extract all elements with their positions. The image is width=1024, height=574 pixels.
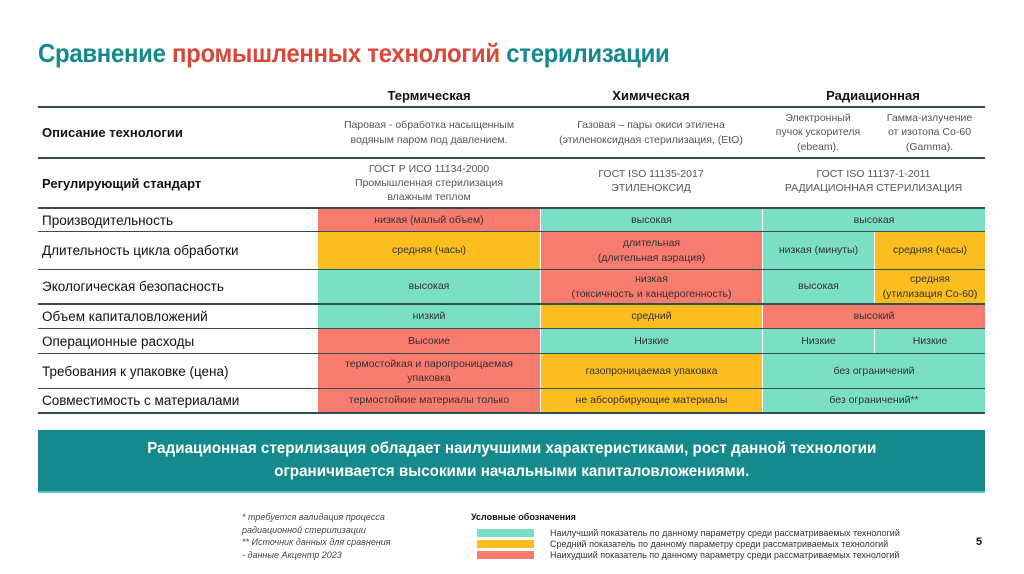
- footnote-line: радиационной стерилизации: [242, 524, 366, 535]
- cell-standard-chemical: [540, 159, 762, 207]
- row-label-opex: Операционные расходы: [42, 333, 195, 349]
- legend-label: Наилучший показатель по данному параметру среди рассматриваемых технологий: [550, 528, 900, 538]
- cell-productivity-chemical: высокая: [541, 209, 762, 231]
- cell-description-gamma: [874, 108, 985, 157]
- title-part-3: стерилизации: [499, 38, 670, 68]
- cell-materials-thermal: термостойкие материалы только: [318, 389, 540, 412]
- cell-text: (ebeam).: [796, 140, 839, 153]
- page-number: 5: [976, 536, 983, 548]
- row-label-cycle: Длительность цикла обработки: [42, 243, 239, 258]
- cell-text: от изотопа Co-60: [887, 126, 972, 139]
- legend-swatch-best: [477, 529, 534, 537]
- column-header-radiation: Радиационная: [826, 88, 920, 103]
- cell-text: Электронный: [785, 112, 851, 125]
- row-label-packaging: Требования к упаковке (цена): [42, 363, 229, 379]
- cell-opex-gamma: Низкие: [875, 329, 985, 353]
- cell-materials-radiation: без ограничений**: [763, 389, 985, 412]
- cell-opex-thermal: Высокие: [318, 329, 540, 353]
- column-header-chemical: Химическая: [612, 88, 690, 103]
- footnotes: [242, 511, 391, 561]
- row-label-capex: Объем капиталовложений: [42, 309, 208, 324]
- legend-item-mid: [477, 539, 888, 549]
- cell-cycle-chemical: [541, 232, 762, 269]
- page-title: [38, 38, 669, 69]
- cell-ecology-chemical: [541, 270, 762, 303]
- cell-text: упаковка: [407, 372, 451, 384]
- legend-item-worst: [477, 550, 899, 560]
- cell-text: (этиленоксидная стерилизация, (EtO): [559, 133, 743, 146]
- banner-line-1: Радиационная стерилизация обладает наилучшими характеристиками, рост данной технологии: [146, 440, 877, 458]
- row-label-materials: Совместимость с материалами: [42, 393, 240, 408]
- cell-text: термостойкая и паропроницаемая: [345, 357, 513, 370]
- cell-standard-thermal: [318, 159, 540, 207]
- cell-text: РАДИАЦИОННАЯ СТЕРИЛИЗАЦИЯ: [784, 182, 963, 195]
- legend-swatch-mid: [477, 540, 534, 548]
- cell-packaging-thermal: [318, 354, 540, 388]
- cell-standard-radiation: [762, 159, 985, 207]
- cell-packaging-chemical: газопроницаемая упаковка: [541, 354, 762, 388]
- cell-cycle-thermal: средняя (часы): [318, 232, 540, 269]
- cell-text: ГОСТ Р ИСО 11134-2000: [368, 162, 490, 175]
- cell-opex-ebeam: Низкие: [763, 329, 874, 353]
- title-part-2: промышленных технологий: [171, 38, 500, 68]
- conclusion-banner: [38, 430, 985, 493]
- footnote-line: ** Источник данных для сравнения: [242, 537, 391, 548]
- cell-text: ГОСТ ISO 11135-2017: [598, 168, 704, 180]
- cell-text: средняя: [910, 273, 950, 286]
- cell-text: Паровая - обработка насыщенным: [343, 119, 515, 132]
- cell-text: Промышленная стерилизация: [354, 176, 504, 189]
- legend-label: Наихудший показатель по данному параметру среди рассматриваемых технологий: [550, 550, 900, 560]
- row-label-ecology: Экологическая безопасность: [42, 279, 224, 294]
- legend-swatch-worst: [477, 551, 534, 559]
- cell-cycle-ebeam: низкая (минуты): [763, 232, 874, 269]
- cell-description-ebeam: [762, 108, 874, 157]
- cell-productivity-thermal: низкая (малый объем): [318, 209, 540, 231]
- cell-description-chemical: [540, 108, 762, 157]
- cell-description-thermal: [318, 108, 540, 157]
- divider: [38, 412, 985, 414]
- cell-ecology-thermal: высокая: [318, 270, 540, 303]
- footnote-line: * требуется валидация процесса: [242, 512, 385, 522]
- cell-text: влажным теплом: [387, 191, 471, 204]
- cell-capex-thermal: низкий: [318, 305, 540, 328]
- legend-label: Средний показатель по данному параметру среди рассматриваемых технологий: [550, 539, 889, 549]
- banner-line-2: ограничивается высокими начальными капиталовложениями.: [273, 462, 750, 480]
- cell-text: (длительная аэрация): [597, 251, 706, 264]
- cell-text: (токсичность и канцерогенность): [571, 287, 732, 300]
- cell-packaging-radiation: без ограничений: [763, 354, 985, 388]
- cell-text: Гамма-излучение: [886, 112, 973, 125]
- footnote-line: - данные Акцентр 2023: [242, 549, 342, 560]
- cell-capex-chemical: средний: [541, 305, 762, 328]
- cell-text: длительная: [622, 237, 681, 250]
- title-part-1: Сравнение: [38, 38, 172, 68]
- cell-materials-chemical: не абсорбирующие материалы: [541, 389, 762, 412]
- cell-text: (утилизация Co-60): [882, 287, 978, 300]
- cell-text: Газовая – пары окиси этилена: [577, 119, 725, 132]
- legend-title: Условные обозначения: [471, 512, 576, 522]
- cell-cycle-gamma: средняя (часы): [875, 232, 985, 269]
- row-label-standard: Регулирующий стандарт: [42, 175, 202, 191]
- column-header-thermal: Термическая: [387, 88, 471, 103]
- cell-ecology-ebeam: высокая: [763, 270, 874, 303]
- cell-capex-radiation: высокий: [763, 305, 985, 328]
- cell-text: ЭТИЛЕНОКСИД: [611, 182, 691, 195]
- cell-text: ГОСТ ISO 11137-1-2011: [816, 168, 931, 180]
- cell-text: (Gamma).: [905, 140, 954, 153]
- cell-opex-chemical: Низкие: [541, 329, 762, 353]
- row-label-description: Описание технологии: [42, 125, 183, 140]
- cell-text: низкая: [635, 273, 668, 286]
- cell-ecology-gamma: [875, 270, 985, 303]
- cell-text: пучок ускорителя: [775, 126, 861, 139]
- legend-item-best: [477, 528, 900, 538]
- cell-text: водяным паром под давлением.: [350, 133, 508, 146]
- cell-productivity-radiation: высокая: [763, 209, 985, 231]
- row-label-productivity: Производительность: [42, 212, 174, 228]
